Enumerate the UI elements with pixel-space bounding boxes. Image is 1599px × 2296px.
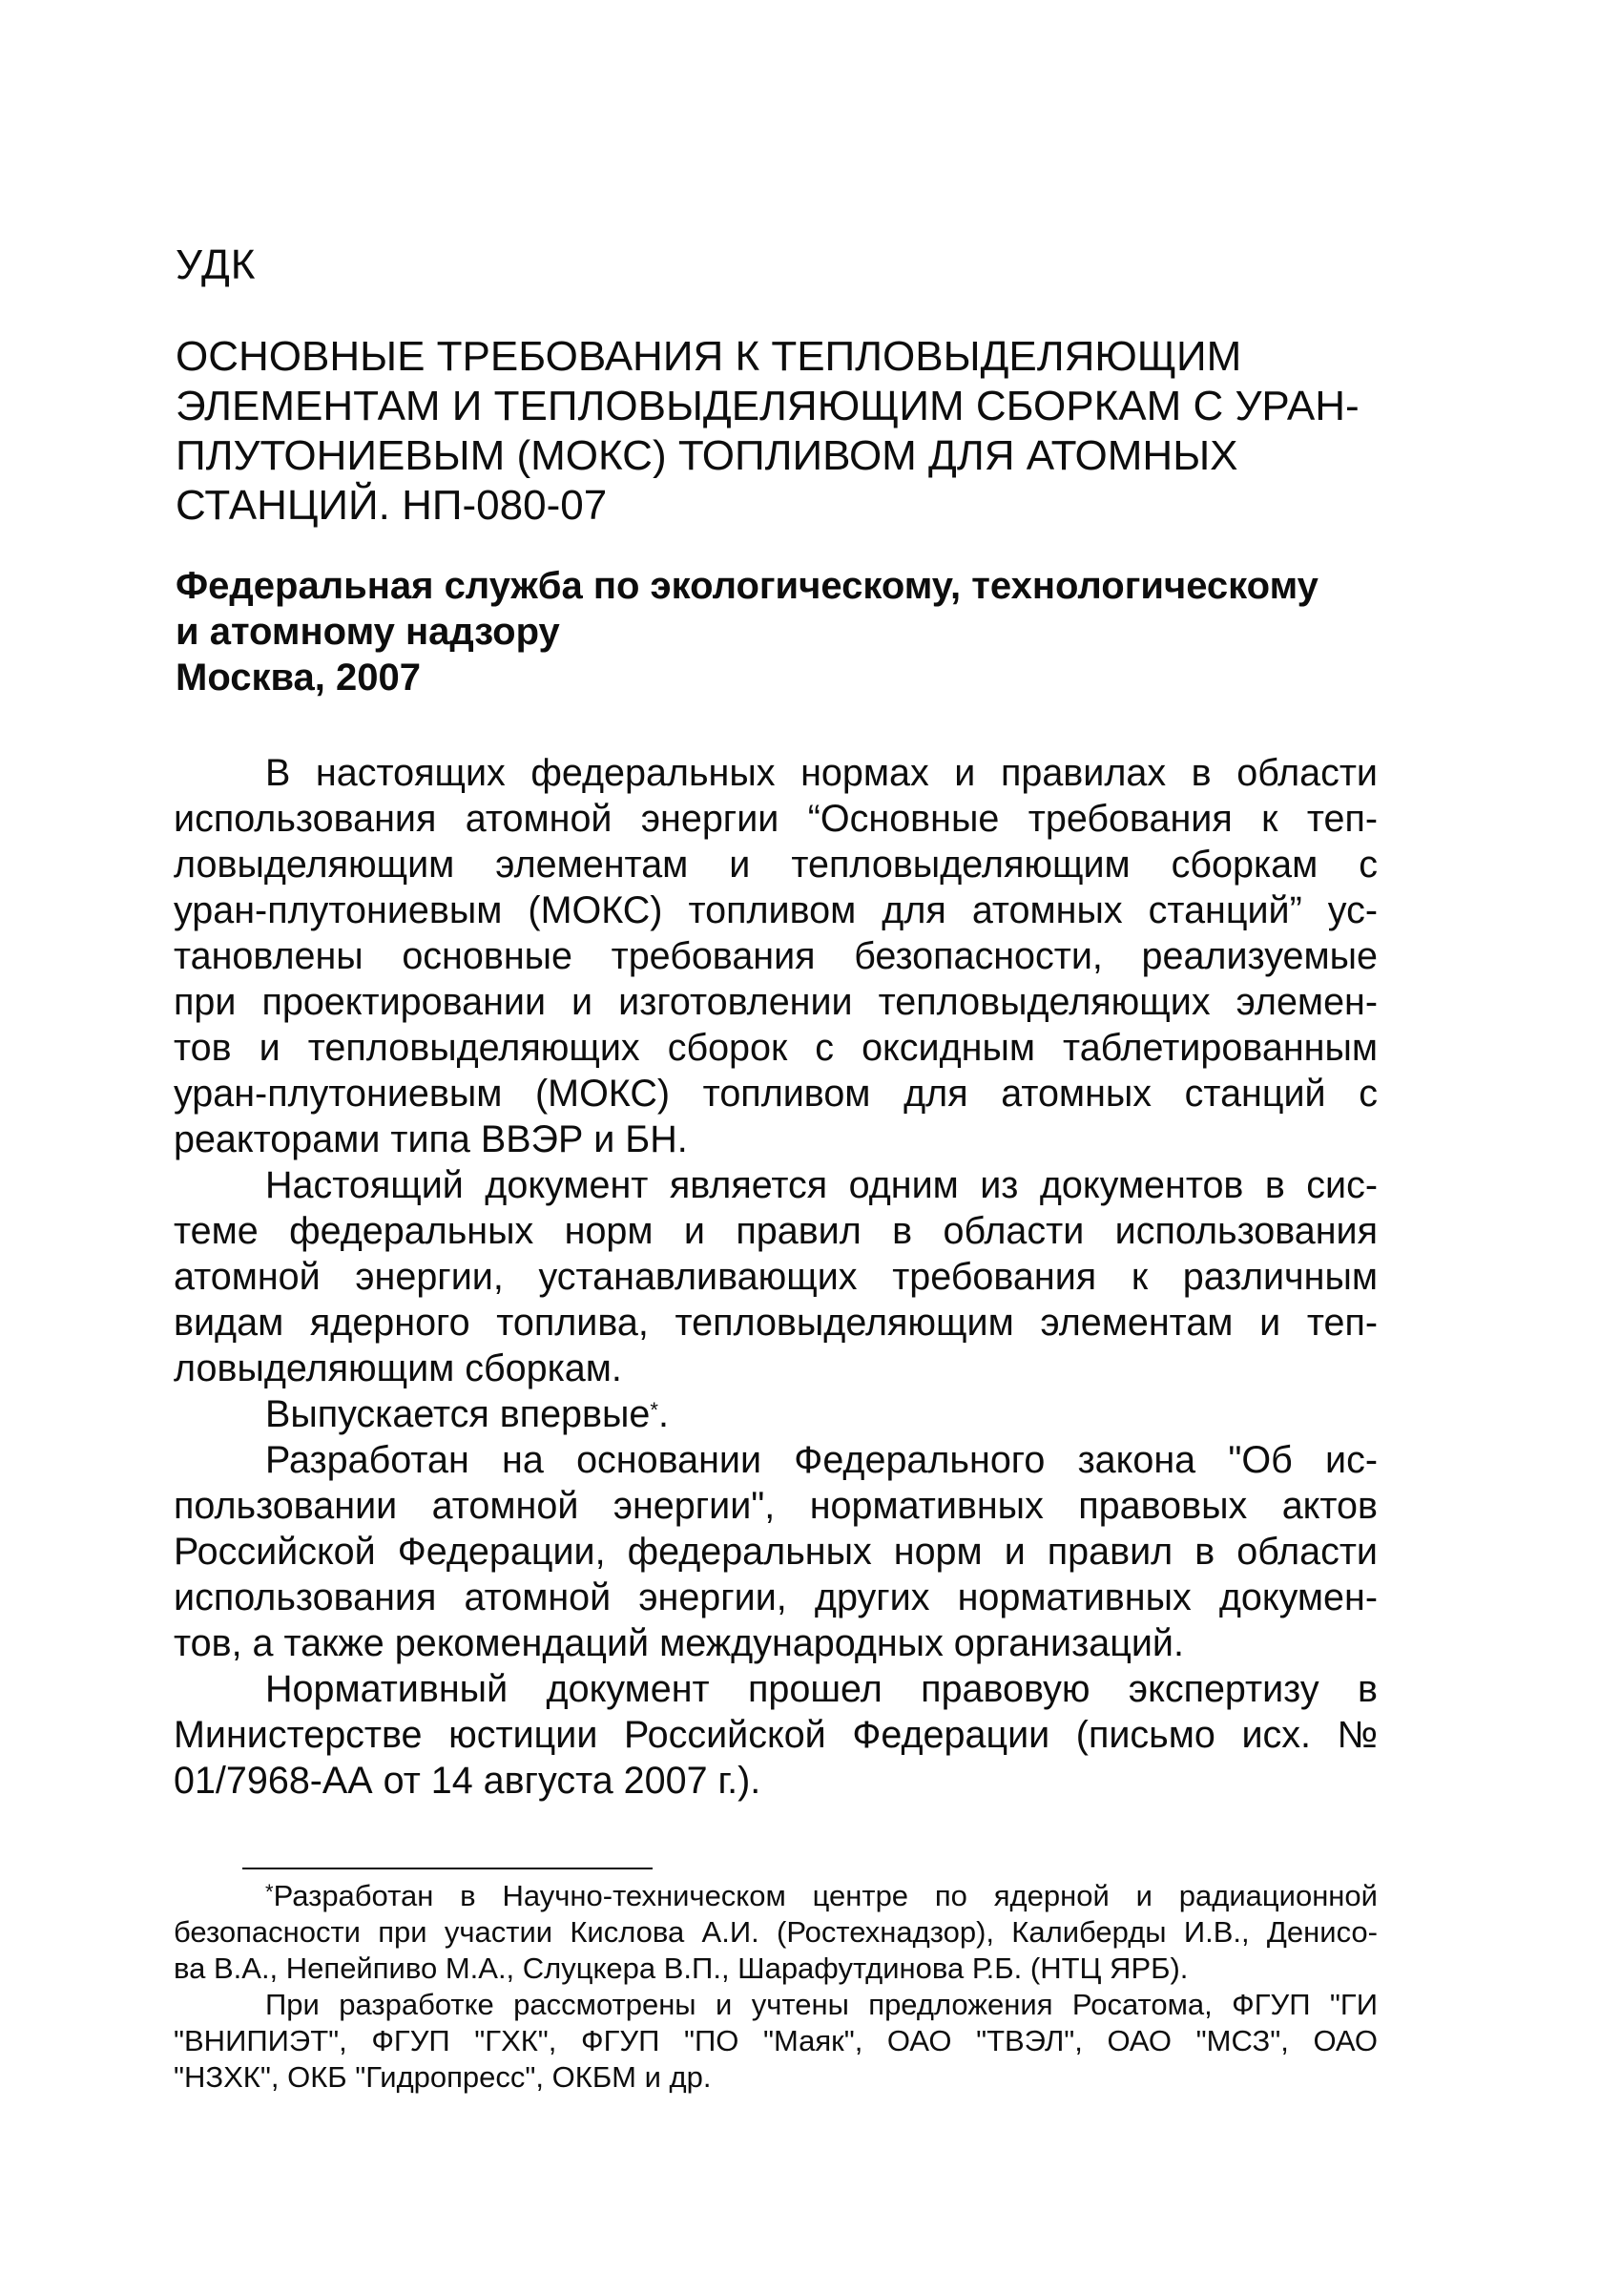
footnote-line: ва В.А., Непейпиво М.А., Слуцкера В.П., Шарафутдинова Р.Б. (НТЦ ЯРБ). xyxy=(174,1952,1189,1985)
udk-label: УДК xyxy=(176,241,257,288)
text-line: использования атомной энергии “Основные требования к теп- xyxy=(174,798,1378,840)
document-title xyxy=(176,332,1416,531)
text-line: Российской Федерации, федеральных норм и правил в области xyxy=(174,1531,1378,1573)
text-line: Настоящий документ является одним из документов в сис- xyxy=(265,1164,1378,1206)
text-line: уран-плутониевым (МОКС) топливом для атомных станций с xyxy=(174,1073,1378,1115)
footnote-line: безопасности при участии Кислова А.И. (Ростехнадзор), Калиберды И.В., Денисо- xyxy=(174,1915,1378,1949)
footnote-text: Разработан в Научно-техническом центре по ядерной и радиационной xyxy=(273,1879,1378,1912)
footnote-line: При разработке рассмотрены и учтены предложения Росатома, ФГУП "ГИ xyxy=(265,1988,1378,2021)
text-line: ловыделяющим элементам и тепловыделяющим сборкам с xyxy=(174,844,1378,886)
footnote-divider xyxy=(242,1868,653,1869)
document-body xyxy=(174,750,1378,1804)
publisher-line: и атомному надзору xyxy=(176,611,560,653)
text-line: использования атомной энергии, других нормативных докумен- xyxy=(174,1576,1378,1618)
text-line: Нормативный документ прошел правовую экспертизу в xyxy=(265,1668,1378,1710)
text-line: реакторами типа ВВЭР и БН. xyxy=(174,1118,688,1160)
paragraph-system xyxy=(174,1162,1378,1391)
footnotes xyxy=(174,1878,1378,2096)
text-line xyxy=(174,1391,1378,1437)
text-line: тов и тепловыделяющих сборок с оксидным таблетированным xyxy=(174,1027,1378,1069)
publisher-line: Федеральная служба по экологическому, технологическому xyxy=(176,565,1319,607)
text-line: В настоящих федеральных нормах и правилах в области xyxy=(265,752,1378,794)
text-line: Разработан на основании Федерального закона "Об ис- xyxy=(265,1439,1378,1481)
title-line: СТАНЦИЙ. НП-080-07 xyxy=(176,482,608,529)
text-line: уран-плутониевым (МОКС) топливом для атомных станций” ус- xyxy=(174,889,1378,931)
publisher-block xyxy=(176,563,1435,700)
paragraph-first-issue xyxy=(174,1391,1378,1437)
title-line: ПЛУТОНИЕВЫМ (МОКС) ТОПЛИВОМ ДЛЯ АТОМНЫХ xyxy=(176,432,1238,479)
text-line: 01/7968-АА от 14 августа 2007 г.). xyxy=(174,1760,761,1802)
paragraph-basis xyxy=(174,1437,1378,1666)
first-issue-end: . xyxy=(657,1393,669,1435)
title-line: ОСНОВНЫЕ ТРЕБОВАНИЯ К ТЕПЛОВЫДЕЛЯЮЩИМ xyxy=(176,333,1242,380)
text-line: атомной энергии, устанавливающих требования к различным xyxy=(174,1256,1378,1298)
text-line: пользовании атомной энергии", нормативных правовых актов xyxy=(174,1485,1378,1527)
footnote-mark: * xyxy=(650,1398,658,1422)
footnote-line: "ВНИПИЭТ", ФГУП "ГХК", ФГУП "ПО "Маяк", ОАО "ТВЭЛ", ОАО "МСЗ", ОАО xyxy=(174,2024,1378,2057)
footnote-developers xyxy=(174,1878,1378,1987)
paragraph-scope xyxy=(174,750,1378,1162)
paragraph-legal-review xyxy=(174,1666,1378,1804)
text-line: видам ядерного топлива, тепловыделяющим элементам и теп- xyxy=(174,1302,1378,1344)
footnote-line xyxy=(174,1878,1378,1914)
title-line: ЭЛЕМЕНТАМ И ТЕПЛОВЫДЕЛЯЮЩИМ СБОРКАМ С УРАН- xyxy=(176,383,1360,429)
footnote-mark: * xyxy=(265,1880,274,1904)
text-line: ловыделяющим сборкам. xyxy=(174,1347,622,1389)
text-line: Министерстве юстиции Российской Федерации (письмо исх. № xyxy=(174,1714,1378,1756)
text-line: теме федеральных норм и правил в области использования xyxy=(174,1210,1378,1252)
text-line: тов, а также рекомендаций международных организаций. xyxy=(174,1622,1184,1664)
text-line: при проектировании и изготовлении тепловыделяющих элемен- xyxy=(174,981,1378,1023)
footnote-line: "НЗХК", ОКБ "Гидропресс", ОКБМ и др. xyxy=(174,2060,712,2094)
footnote-proposals xyxy=(174,1987,1378,2096)
publisher-place-year: Москва, 2007 xyxy=(176,657,422,699)
text-line: тановлены основные требования безопасности, реализуемые xyxy=(174,935,1378,977)
first-issue-text: Выпускается впервые xyxy=(265,1393,651,1435)
